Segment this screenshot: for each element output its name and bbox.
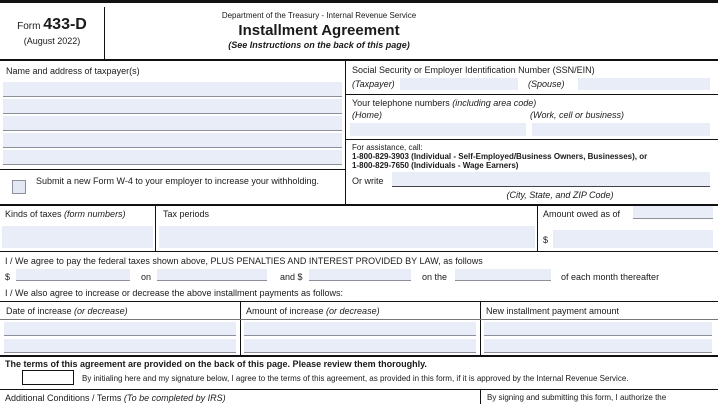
taxpayer-address-field-3[interactable] [3,150,342,165]
amount-owed-field[interactable] [553,230,713,248]
city-state-zip-caption: (City, State, and ZIP Code) [506,190,614,200]
header-title-block [104,11,534,50]
or-write-address-field[interactable] [392,172,710,187]
taxes-col-divider-1 [155,204,156,251]
top-rule [0,0,718,3]
taxpayer-address-field-1[interactable] [3,116,342,131]
payment-amount-field[interactable] [16,269,130,281]
form-revision: (August 2022) [23,36,81,46]
form-number: 433-D [43,16,87,33]
table-header-amount-text: Amount of increase [246,306,327,316]
phone-work-label: (Work, cell or business) [530,110,625,120]
main-column-divider [345,59,346,205]
additional-conditions-label [5,393,226,404]
name-address-label: Name and address of taxpayer(s) [6,66,140,76]
ssn-label: Social Security or Employer Identification Number (SSN/EIN) [352,65,595,75]
taxes-row-top-rule [0,204,718,206]
form-number-line [0,16,104,34]
initials-agreement-text: By initialing here and my signature below, I agree to the terms of this agreement, as provided in this form, if it is approved by the Internal Revenue Service. [82,374,629,383]
authorize-text: By signing and submitting this form, I authorize the [487,393,667,402]
or-write-label: Or write [352,176,384,186]
taxpayer-address-field-2[interactable] [3,133,342,148]
table-header-amount-italic: (or decrease) [326,306,380,316]
table-bottom-rule [0,355,718,357]
tax-periods-field[interactable] [159,226,535,248]
kinds-of-taxes-label [5,209,153,220]
table-header-date [6,306,128,317]
page-subtitle: (See Instructions on the back of this page) [228,40,410,50]
ssn-spouse-field[interactable] [578,78,710,90]
table-header-rule [0,319,718,320]
kinds-of-taxes-field[interactable] [2,226,153,248]
ssn-taxpayer-label: (Taxpayer) [352,79,395,89]
address-section-rule [0,169,345,170]
assistance-phone-2: 1-800-829-7650 (Individuals - Wage Earners) [352,161,519,170]
table-top-rule [0,301,718,302]
taxes-col-divider-2 [537,204,538,251]
amount-owed-date-field[interactable] [633,206,713,219]
taxpayer-name-field-1[interactable] [3,82,342,97]
terms-bold-line: The terms of this agreement are provided on the back of this page. Please review them thoroughly. [5,359,427,369]
w4-checkbox[interactable] [12,180,26,194]
tax-periods-label: Tax periods [163,209,210,219]
assistance-phone-1: 1-800-829-3903 (Individual - Self-Employed/Business Owners, Businesses), or [352,152,648,161]
page-title: Installment Agreement [238,22,400,39]
table-row1-new-payment-field[interactable] [484,322,712,336]
additional-conditions-text: Additional Conditions / Terms [5,393,124,403]
phone-label [352,98,536,109]
kinds-label-text: Kinds of taxes [5,209,65,219]
table-header-date-text: Date of increase [6,306,75,316]
phone-label-text: Your telephone numbers [352,98,453,108]
amount-owed-label: Amount owed as of [543,209,621,219]
ssn-rule [345,94,718,95]
assistance-intro: For assistance, call: [352,143,423,152]
table-col-divider-1 [240,301,241,355]
table-row2-amount-field[interactable] [244,339,476,353]
department-line: Department of the Treasury - Internal Revenue Service [221,11,417,20]
table-col-divider-2 [480,301,481,355]
ssn-spouse-label: (Spouse) [528,79,565,89]
form-number-block [0,10,104,47]
payment-on-the-label: on the [422,272,448,282]
bottom-section-rule [0,389,718,390]
phone-rule [345,139,718,140]
header-bottom-rule [0,59,718,61]
bottom-col-divider [480,389,481,404]
agreement-line-2: I / We also agree to increase or decrease the above installment payments as follows: [5,288,344,298]
table-row1-amount-field[interactable] [244,322,476,336]
phone-work-field[interactable] [532,123,710,136]
phone-label-italic: (including area code) [452,98,537,108]
w4-label: Submit a new Form W-4 to your employer to increase your withholding. [36,176,319,186]
additional-conditions-italic: (To be completed by IRS) [123,393,226,403]
payment-date-field[interactable] [157,269,267,281]
agreement-line-1: I / We agree to pay the federal taxes shown above, PLUS PENALTIES AND INTEREST PROVIDED BY LAW, as follows [5,256,483,266]
phone-home-label: (Home) [352,110,383,120]
form-word: Form [17,21,41,32]
kinds-label-italic: (form numbers) [64,209,126,219]
payment-and-dollar-label: and $ [280,272,303,282]
taxpayer-name-field-2[interactable] [3,99,342,114]
payment-on-label: on [141,272,152,282]
amount-dollar-sign: $ [543,235,549,245]
phone-home-field[interactable] [350,123,526,136]
table-header-new-payment [486,306,619,317]
ssn-taxpayer-field[interactable] [400,78,518,90]
payment-day-field[interactable] [455,269,551,281]
table-header-amount [246,306,380,317]
table-header-new-payment-text: New installment payment amount [486,306,620,316]
initials-box[interactable] [22,370,74,385]
table-row2-new-payment-field[interactable] [484,339,712,353]
payment-dollar-sign-1: $ [5,272,11,282]
payment-thereafter-label: of each month thereafter [561,272,660,282]
payment-amount-field-2[interactable] [309,269,411,281]
table-header-date-italic: (or decrease) [74,306,128,316]
agreement-top-rule [0,251,718,252]
table-row1-date-field[interactable] [4,322,236,336]
table-row2-date-field[interactable] [4,339,236,353]
